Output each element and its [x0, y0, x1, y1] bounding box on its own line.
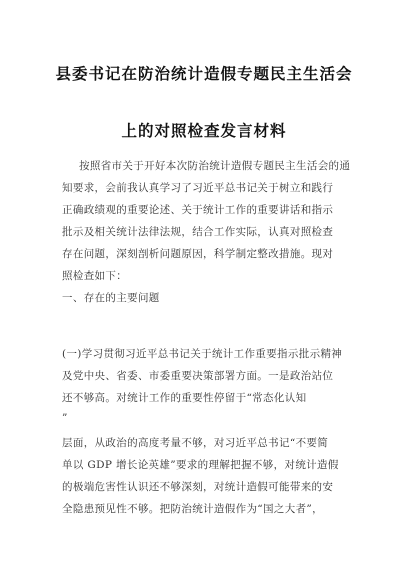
paragraph-1-line: 知要求，会前我认真学习了习近平总书记关于树立和践行 — [62, 182, 334, 194]
paragraph-3-line: 单以 GDP 增长论英雄”要求的理解把握不够，对统计造假 — [62, 459, 339, 471]
paragraph-2-line: (一)学习贯彻习近平总书记关于统计工作重要指示批示精神 — [62, 348, 343, 360]
paragraph-1-line: 批示及相关统计法律法规，结合工作实际，认真对照检查 — [62, 226, 334, 238]
paragraph-1-line: 按照省市关于开好本次防治统计造假专题民主生活会的通 — [79, 160, 351, 172]
paragraph-3-line: 全隐患预见性不够。把防治统计造假作为“国之大者”， — [62, 503, 323, 515]
paragraph-3-line: 的极端危害性认识还不够深刻，对统计造假可能带来的安 — [62, 481, 334, 493]
paragraph-2-line: ” — [62, 412, 68, 424]
paragraph-1-line: 照检查如下： — [62, 270, 128, 282]
document-title-line-2: 上的对照检查发言材料 — [121, 122, 287, 140]
paragraph-1-line: 正确政绩观的重要论述、关于统计工作的重要讲话和指示 — [62, 204, 334, 216]
paragraph-2-line: 及党中央、省委、市委重要决策部署方面。一是政治站位 — [62, 370, 334, 382]
document-title-line-1: 县委书记在防治统计造假专题民主生活会 — [55, 65, 353, 83]
paragraph-3-line: 层面，从政治的高度考量不够，对习近平总书记“不要简 — [62, 437, 329, 449]
paragraph-2-line: 还不够高。对统计工作的重要性停留于“常态化认知 — [62, 392, 307, 404]
paragraph-1-line: 存在问题，深刻剖析问题原因，科学制定整改措施。现对 — [62, 248, 334, 260]
section-heading: 一、存在的主要问题 — [62, 292, 160, 304]
